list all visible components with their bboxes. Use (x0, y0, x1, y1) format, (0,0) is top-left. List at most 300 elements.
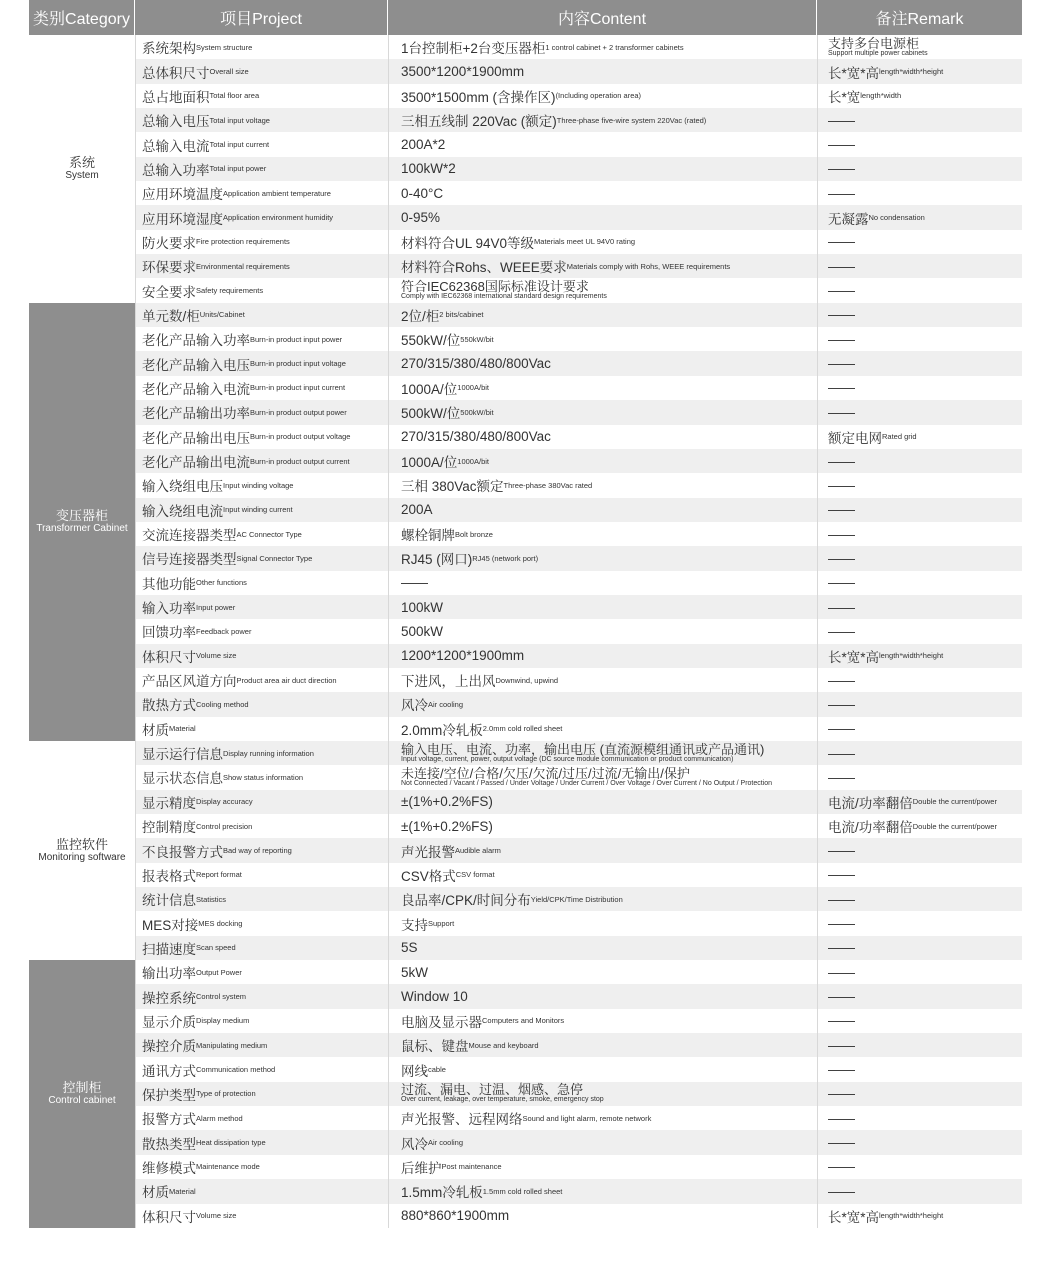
project-cell-en: Burn-in product input power (250, 334, 343, 344)
project-cell (135, 522, 388, 546)
content-cell-zh: 500kW (401, 623, 444, 639)
remark-cell-en: length*width*height (879, 1211, 944, 1221)
project-cell-en: Burn-in product input voltage (250, 359, 346, 369)
remark-cell (817, 522, 1022, 546)
content-cell-en: Materials comply with Rohs, WEEE requirements (566, 261, 731, 271)
content-cell (388, 303, 817, 327)
remark-cell (817, 814, 1022, 838)
remark-cell (817, 1009, 1022, 1033)
content-cell-en: Computers and Monitors (482, 1016, 565, 1026)
content-cell-zh: 风冷 (401, 698, 428, 714)
category-label-zh: 变压器柜 (55, 508, 108, 524)
content-cell-zh: 材料符合Rohs、WEEE要求 (401, 260, 567, 276)
table-row (135, 619, 1022, 643)
table-row (135, 35, 1022, 59)
content-cell-en: 550kW/bit (460, 334, 494, 344)
content-cell-en: 1.5mm cold rolled sheet (482, 1186, 563, 1196)
project-cell-zh: 输入绕组电压 (142, 479, 223, 495)
remark-cell (817, 425, 1022, 449)
project-cell-en: Volume size (196, 1211, 237, 1221)
remark-cell-zh: 支持多台电源柜 (828, 35, 920, 51)
project-cell-zh: 显示运行信息 (142, 747, 223, 763)
project-cell-en: Product area air duct direction (236, 675, 337, 685)
content-cell (388, 1155, 817, 1179)
remark-cell (817, 595, 1022, 619)
remark-cell (817, 960, 1022, 984)
table-row (135, 911, 1022, 935)
category-label-zh: 监控软件 (55, 837, 108, 853)
project-cell-en: System structure (196, 42, 253, 52)
project-cell-en: Input power (196, 602, 236, 612)
remark-cell (817, 741, 1022, 765)
content-cell-zh: 下进风，上出风 (401, 674, 496, 690)
project-cell-zh: 老化产品输入功率 (142, 333, 250, 349)
remark-cell-zh: 额定电网 (828, 430, 882, 446)
content-cell-zh: 鼠标、键盘 (401, 1039, 469, 1055)
category-label-zh: 系统 (68, 155, 95, 171)
project-cell-zh: 输入绕组电流 (142, 503, 223, 519)
table-row (135, 1033, 1022, 1057)
content-cell (388, 449, 817, 473)
content-cell (388, 984, 817, 1008)
content-cell-zh: 3500*1200*1900mm (401, 64, 525, 80)
remark-cell-zh: 长*宽*高 (828, 649, 880, 665)
content-cell-en: Air cooling (428, 1138, 464, 1148)
remark-cell-zh: —— (828, 185, 855, 201)
content-cell-zh: 100kW*2 (401, 161, 456, 177)
table-row (135, 449, 1022, 473)
project-cell-zh: 操控系统 (142, 990, 196, 1006)
section-3 (29, 960, 1022, 1228)
table-row (135, 717, 1022, 741)
remark-cell-zh: —— (828, 843, 855, 859)
remark-cell-zh: —— (828, 283, 855, 299)
remark-cell (817, 35, 1022, 59)
project-cell-zh: 系统架构 (142, 41, 196, 57)
content-cell-en: 1000A/bit (457, 383, 489, 393)
project-cell (135, 1204, 388, 1228)
content-cell-en: Yield/CPK/Time Distribution (530, 894, 623, 904)
project-cell (135, 1082, 388, 1106)
project-cell-en: Input winding current (223, 505, 293, 515)
content-cell-zh: 良品率/CPK/时间分布 (401, 893, 531, 909)
header-category: 类别Category (29, 0, 135, 35)
remark-cell-zh: —— (828, 745, 855, 761)
table-row (135, 936, 1022, 960)
content-cell (388, 1082, 817, 1106)
content-cell-zh: —— (401, 575, 428, 591)
remark-cell-zh: —— (828, 916, 855, 932)
remark-cell-zh: —— (828, 989, 855, 1005)
remark-cell-zh: —— (828, 1110, 855, 1126)
content-cell-en: Air cooling (428, 699, 464, 709)
table-row (135, 668, 1022, 692)
content-cell (388, 132, 817, 156)
content-cell-zh: 0-95% (401, 210, 441, 226)
category-cell (29, 960, 135, 1228)
content-cell (388, 35, 817, 59)
project-cell (135, 814, 388, 838)
content-cell (388, 1009, 817, 1033)
content-cell (388, 887, 817, 911)
content-cell-zh: 1.5mm冷轧板 (401, 1185, 483, 1201)
content-cell-en: Input voltage, current, power, output voltage (DC source module communication or product communication) (401, 755, 734, 763)
project-cell (135, 619, 388, 643)
table-row (135, 400, 1022, 424)
content-cell (388, 205, 817, 229)
remark-cell-en: length*width*height (879, 67, 944, 77)
project-cell-en: Statistics (196, 894, 227, 904)
remark-cell-zh: —— (828, 137, 855, 153)
remark-cell-zh: —— (828, 1062, 855, 1078)
remark-cell-zh: —— (828, 356, 855, 372)
project-cell (135, 1057, 388, 1081)
project-cell-en: Total input voltage (209, 115, 270, 125)
project-cell-zh: 单元数/柜 (142, 308, 200, 324)
category-cell (29, 303, 135, 741)
content-cell-zh: 未连接/空位/合格/欠压/欠流/过压/过流/无输出/保护 (401, 765, 690, 781)
section-2 (29, 741, 1022, 960)
content-cell-stack (401, 743, 764, 764)
content-cell-en: Downwind, upwind (495, 675, 559, 685)
project-cell (135, 400, 388, 424)
remark-cell (817, 108, 1022, 132)
content-cell-zh: 三相五线制 220Vac (额定) (401, 114, 557, 130)
project-cell-en: Burn-in product output power (250, 407, 347, 417)
remark-cell (817, 838, 1022, 862)
project-cell-zh: 控制精度 (142, 820, 196, 836)
table-row (135, 814, 1022, 838)
remark-cell-zh: —— (828, 477, 855, 493)
table-row (135, 595, 1022, 619)
content-cell-zh: 3500*1500mm (含操作区) (401, 89, 556, 105)
project-cell-zh: 显示状态信息 (142, 771, 223, 787)
content-cell-en: Three-phase five-wire system 220Vac (rated) (556, 115, 707, 125)
project-cell-en: Units/Cabinet (199, 310, 245, 320)
table-row (135, 84, 1022, 108)
project-cell-en: Total floor area (209, 91, 260, 101)
project-cell-zh: 安全要求 (142, 284, 196, 300)
content-cell (388, 814, 817, 838)
project-cell (135, 936, 388, 960)
table-row (135, 1179, 1022, 1203)
project-cell-en: Control precision (196, 821, 253, 831)
remark-cell (817, 181, 1022, 205)
content-cell (388, 1179, 817, 1203)
remark-cell-zh: —— (828, 258, 855, 274)
content-cell-stack (401, 1083, 604, 1104)
project-cell-en: Other functions (196, 578, 247, 588)
content-cell-en: cable (428, 1065, 446, 1075)
content-cell-zh: 2位/柜 (401, 308, 440, 324)
table-row (135, 1155, 1022, 1179)
remark-cell-zh: —— (828, 307, 855, 323)
content-cell-zh: Window 10 (401, 989, 468, 1005)
remark-cell (817, 692, 1022, 716)
remark-cell (817, 644, 1022, 668)
content-cell (388, 644, 817, 668)
project-cell-zh: 输入功率 (142, 601, 196, 617)
project-cell-zh: 应用环境湿度 (142, 211, 223, 227)
content-cell-zh: ±(1%+0.2%FS) (401, 818, 493, 834)
content-cell-zh: 风冷 (401, 1136, 428, 1152)
table-row (135, 351, 1022, 375)
project-cell-zh: 应用环境温度 (142, 187, 223, 203)
content-cell-zh: RJ45 (网口) (401, 552, 473, 568)
remark-cell (817, 1082, 1022, 1106)
project-cell (135, 303, 388, 327)
remark-cell-zh: —— (828, 234, 855, 250)
table-row (135, 790, 1022, 814)
remark-cell-zh: —— (828, 453, 855, 469)
project-cell-en: Display medium (196, 1016, 250, 1026)
content-cell (388, 181, 817, 205)
table-row (135, 327, 1022, 351)
remark-cell-zh: —— (828, 380, 855, 396)
project-cell-en: Communication method (196, 1065, 276, 1075)
project-cell (135, 668, 388, 692)
project-cell (135, 960, 388, 984)
remark-cell-zh: 电流/功率翻倍 (828, 795, 913, 811)
table-row (135, 984, 1022, 1008)
project-cell (135, 1106, 388, 1130)
project-cell-en: Burn-in product output current (250, 456, 350, 466)
remark-cell-zh: 长*宽*高 (828, 1209, 880, 1225)
content-cell (388, 157, 817, 181)
remark-cell (817, 327, 1022, 351)
category-label-en: Control cabinet (48, 1095, 116, 1107)
content-cell-en: Three-phase 380Vac rated (503, 480, 593, 490)
remark-cell (817, 157, 1022, 181)
project-cell-en: Scan speed (196, 943, 236, 953)
project-cell-en: Bad way of reporting (223, 846, 292, 856)
remark-cell (817, 132, 1022, 156)
category-label-en: System (65, 170, 99, 182)
project-cell (135, 132, 388, 156)
project-cell-zh: 老化产品输出电压 (142, 430, 250, 446)
remark-cell-zh: —— (828, 331, 855, 347)
content-cell-zh: 5kW (401, 964, 428, 980)
project-cell-zh: 老化产品输入电流 (142, 381, 250, 397)
content-cell-zh: 270/315/380/480/800Vac (401, 429, 551, 445)
project-cell-en: Maintenance mode (196, 1162, 260, 1172)
content-cell-zh: 1000A/位 (401, 381, 458, 397)
project-cell-en: Burn-in product output voltage (250, 432, 351, 442)
content-cell-zh: 网线 (401, 1063, 428, 1079)
content-cell (388, 790, 817, 814)
content-cell-zh: 270/315/380/480/800Vac (401, 356, 551, 372)
remark-cell-zh: —— (828, 1086, 855, 1102)
project-cell-en: Show status information (223, 772, 304, 782)
remark-cell (817, 254, 1022, 278)
project-cell-zh: 交流连接器类型 (142, 528, 237, 544)
table-row (135, 838, 1022, 862)
content-cell-zh: 符合IEC62368国际标准设计要求 (401, 279, 589, 295)
remark-cell-zh: —— (828, 1183, 855, 1199)
content-cell (388, 1106, 817, 1130)
table-row (135, 498, 1022, 522)
project-cell (135, 278, 388, 302)
section-rows (135, 960, 1022, 1228)
project-cell (135, 1130, 388, 1154)
project-cell-zh: 材质 (142, 1185, 169, 1201)
content-cell (388, 571, 817, 595)
project-cell-zh: 显示精度 (142, 795, 196, 811)
table-row (135, 692, 1022, 716)
project-cell-zh: 统计信息 (142, 893, 196, 909)
content-cell-zh: 材料符合UL 94V0等级 (401, 235, 535, 251)
remark-cell-zh: —— (828, 526, 855, 542)
content-cell-en: RJ45 (network port) (472, 553, 539, 563)
header-content: 内容Content (388, 0, 817, 35)
project-cell (135, 181, 388, 205)
content-cell (388, 1204, 817, 1228)
project-cell-en: Heat dissipation type (196, 1138, 266, 1148)
table-row (135, 376, 1022, 400)
header-remark: 备注Remark (875, 11, 964, 28)
content-cell-stack (401, 280, 607, 301)
remark-cell-en: Double the current/power (912, 821, 997, 831)
project-cell (135, 717, 388, 741)
content-cell (388, 668, 817, 692)
project-cell (135, 449, 388, 473)
content-cell-en: Audible alarm (455, 846, 501, 856)
remark-cell-zh: —— (828, 1159, 855, 1175)
content-cell-zh: 2.0mm冷轧板 (401, 722, 483, 738)
table-row (135, 425, 1022, 449)
project-cell (135, 1155, 388, 1179)
content-cell-en: CSV format (455, 870, 495, 880)
remark-cell-en: length*width (860, 91, 902, 101)
content-cell (388, 278, 817, 302)
table-row (135, 230, 1022, 254)
remark-cell (817, 230, 1022, 254)
project-cell-zh: 操控介质 (142, 1039, 196, 1055)
section-0 (29, 35, 1022, 303)
project-cell-zh: 保护类型 (142, 1087, 196, 1103)
table-row (135, 473, 1022, 497)
remark-cell-zh: —— (828, 1013, 855, 1029)
project-cell-zh: 总体积尺寸 (142, 65, 210, 81)
content-cell-zh: 输入电压、电流、功率，输出电压 (直流源模组通讯或产品通讯) (401, 741, 765, 757)
remark-cell-zh: 长*宽 (828, 89, 861, 105)
remark-cell (817, 205, 1022, 229)
content-cell-en: Mouse and keyboard (468, 1040, 539, 1050)
content-cell-zh: 1000A/位 (401, 455, 458, 471)
remark-cell (817, 351, 1022, 375)
project-cell-zh: 老化产品输出电流 (142, 455, 250, 471)
project-cell-en: Volume size (196, 651, 237, 661)
content-cell-en: 500kW/bit (460, 407, 494, 417)
project-cell-zh: 老化产品输出功率 (142, 406, 250, 422)
project-cell-zh: 其他功能 (142, 576, 196, 592)
remark-cell-zh: —— (828, 404, 855, 420)
table-row (135, 960, 1022, 984)
project-cell (135, 741, 388, 765)
content-cell (388, 522, 817, 546)
remark-cell-zh: —— (828, 769, 855, 785)
project-cell (135, 546, 388, 570)
project-cell-en: Display running information (223, 748, 314, 758)
content-cell (388, 230, 817, 254)
project-cell-en: Environmental requirements (196, 261, 290, 271)
project-cell-zh: 散热方式 (142, 698, 196, 714)
content-cell (388, 327, 817, 351)
content-cell (388, 1033, 817, 1057)
content-cell-en: 1 control cabinet + 2 transformer cabinets (545, 42, 684, 52)
remark-cell-zh: —— (828, 502, 855, 518)
content-cell-zh: 880*860*1900mm (401, 1208, 510, 1224)
remark-cell-zh: 电流/功率翻倍 (828, 820, 913, 836)
content-cell-en: (Including operation area) (555, 91, 642, 101)
table-row (135, 1057, 1022, 1081)
project-cell-en: Report format (196, 870, 242, 880)
content-cell (388, 425, 817, 449)
project-cell-zh: 产品区风道方向 (142, 674, 237, 690)
table-header (29, 0, 1022, 35)
project-cell-en: Safety requirements (196, 286, 264, 296)
project-cell-en: Total input current (209, 140, 270, 150)
remark-cell-zh: —— (828, 112, 855, 128)
remark-cell-zh: —— (828, 672, 855, 688)
project-cell-en: Control system (196, 992, 247, 1002)
remark-cell (817, 936, 1022, 960)
section-1 (29, 303, 1022, 741)
table-row (135, 1009, 1022, 1033)
category-label-en: Transformer Cabinet (36, 523, 128, 535)
table-row (135, 1130, 1022, 1154)
project-cell-en: AC Connector Type (236, 529, 302, 539)
project-cell-zh: 维修模式 (142, 1160, 196, 1176)
remark-cell-en: length*width*height (879, 651, 944, 661)
content-cell-zh: 1200*1200*1900mm (401, 648, 525, 664)
content-cell-en: Bolt bronze (455, 529, 493, 539)
project-cell-en: Signal Connector Type (236, 553, 313, 563)
content-cell (388, 498, 817, 522)
remark-cell (817, 619, 1022, 643)
remark-cell-zh: 无凝露 (828, 211, 869, 227)
category-label-en: Monitoring software (38, 852, 126, 864)
content-cell (388, 108, 817, 132)
content-cell-zh: ±(1%+0.2%FS) (401, 794, 493, 810)
remark-cell (817, 449, 1022, 473)
project-cell (135, 1033, 388, 1057)
content-cell (388, 376, 817, 400)
content-cell (388, 765, 817, 789)
content-cell-en: Materials meet UL 94V0 rating (534, 237, 636, 247)
content-cell-zh: 声光报警 (401, 844, 455, 860)
project-cell-zh: 材质 (142, 722, 169, 738)
table-row (135, 303, 1022, 327)
remark-cell (817, 984, 1022, 1008)
project-cell (135, 35, 388, 59)
project-cell (135, 863, 388, 887)
content-cell (388, 1057, 817, 1081)
project-cell-zh: 信号连接器类型 (142, 552, 237, 568)
remark-cell (817, 1033, 1022, 1057)
remark-cell-zh: —— (828, 550, 855, 566)
project-cell-zh: 报警方式 (142, 1112, 196, 1128)
remark-cell (817, 717, 1022, 741)
remark-cell (817, 1057, 1022, 1081)
project-cell (135, 571, 388, 595)
project-cell-en: Total input power (209, 164, 267, 174)
content-cell (388, 351, 817, 375)
remark-cell (817, 498, 1022, 522)
project-cell-zh: 输出功率 (142, 966, 196, 982)
content-cell-zh: 200A (401, 502, 433, 518)
project-cell-en: Manipulating medium (196, 1040, 268, 1050)
